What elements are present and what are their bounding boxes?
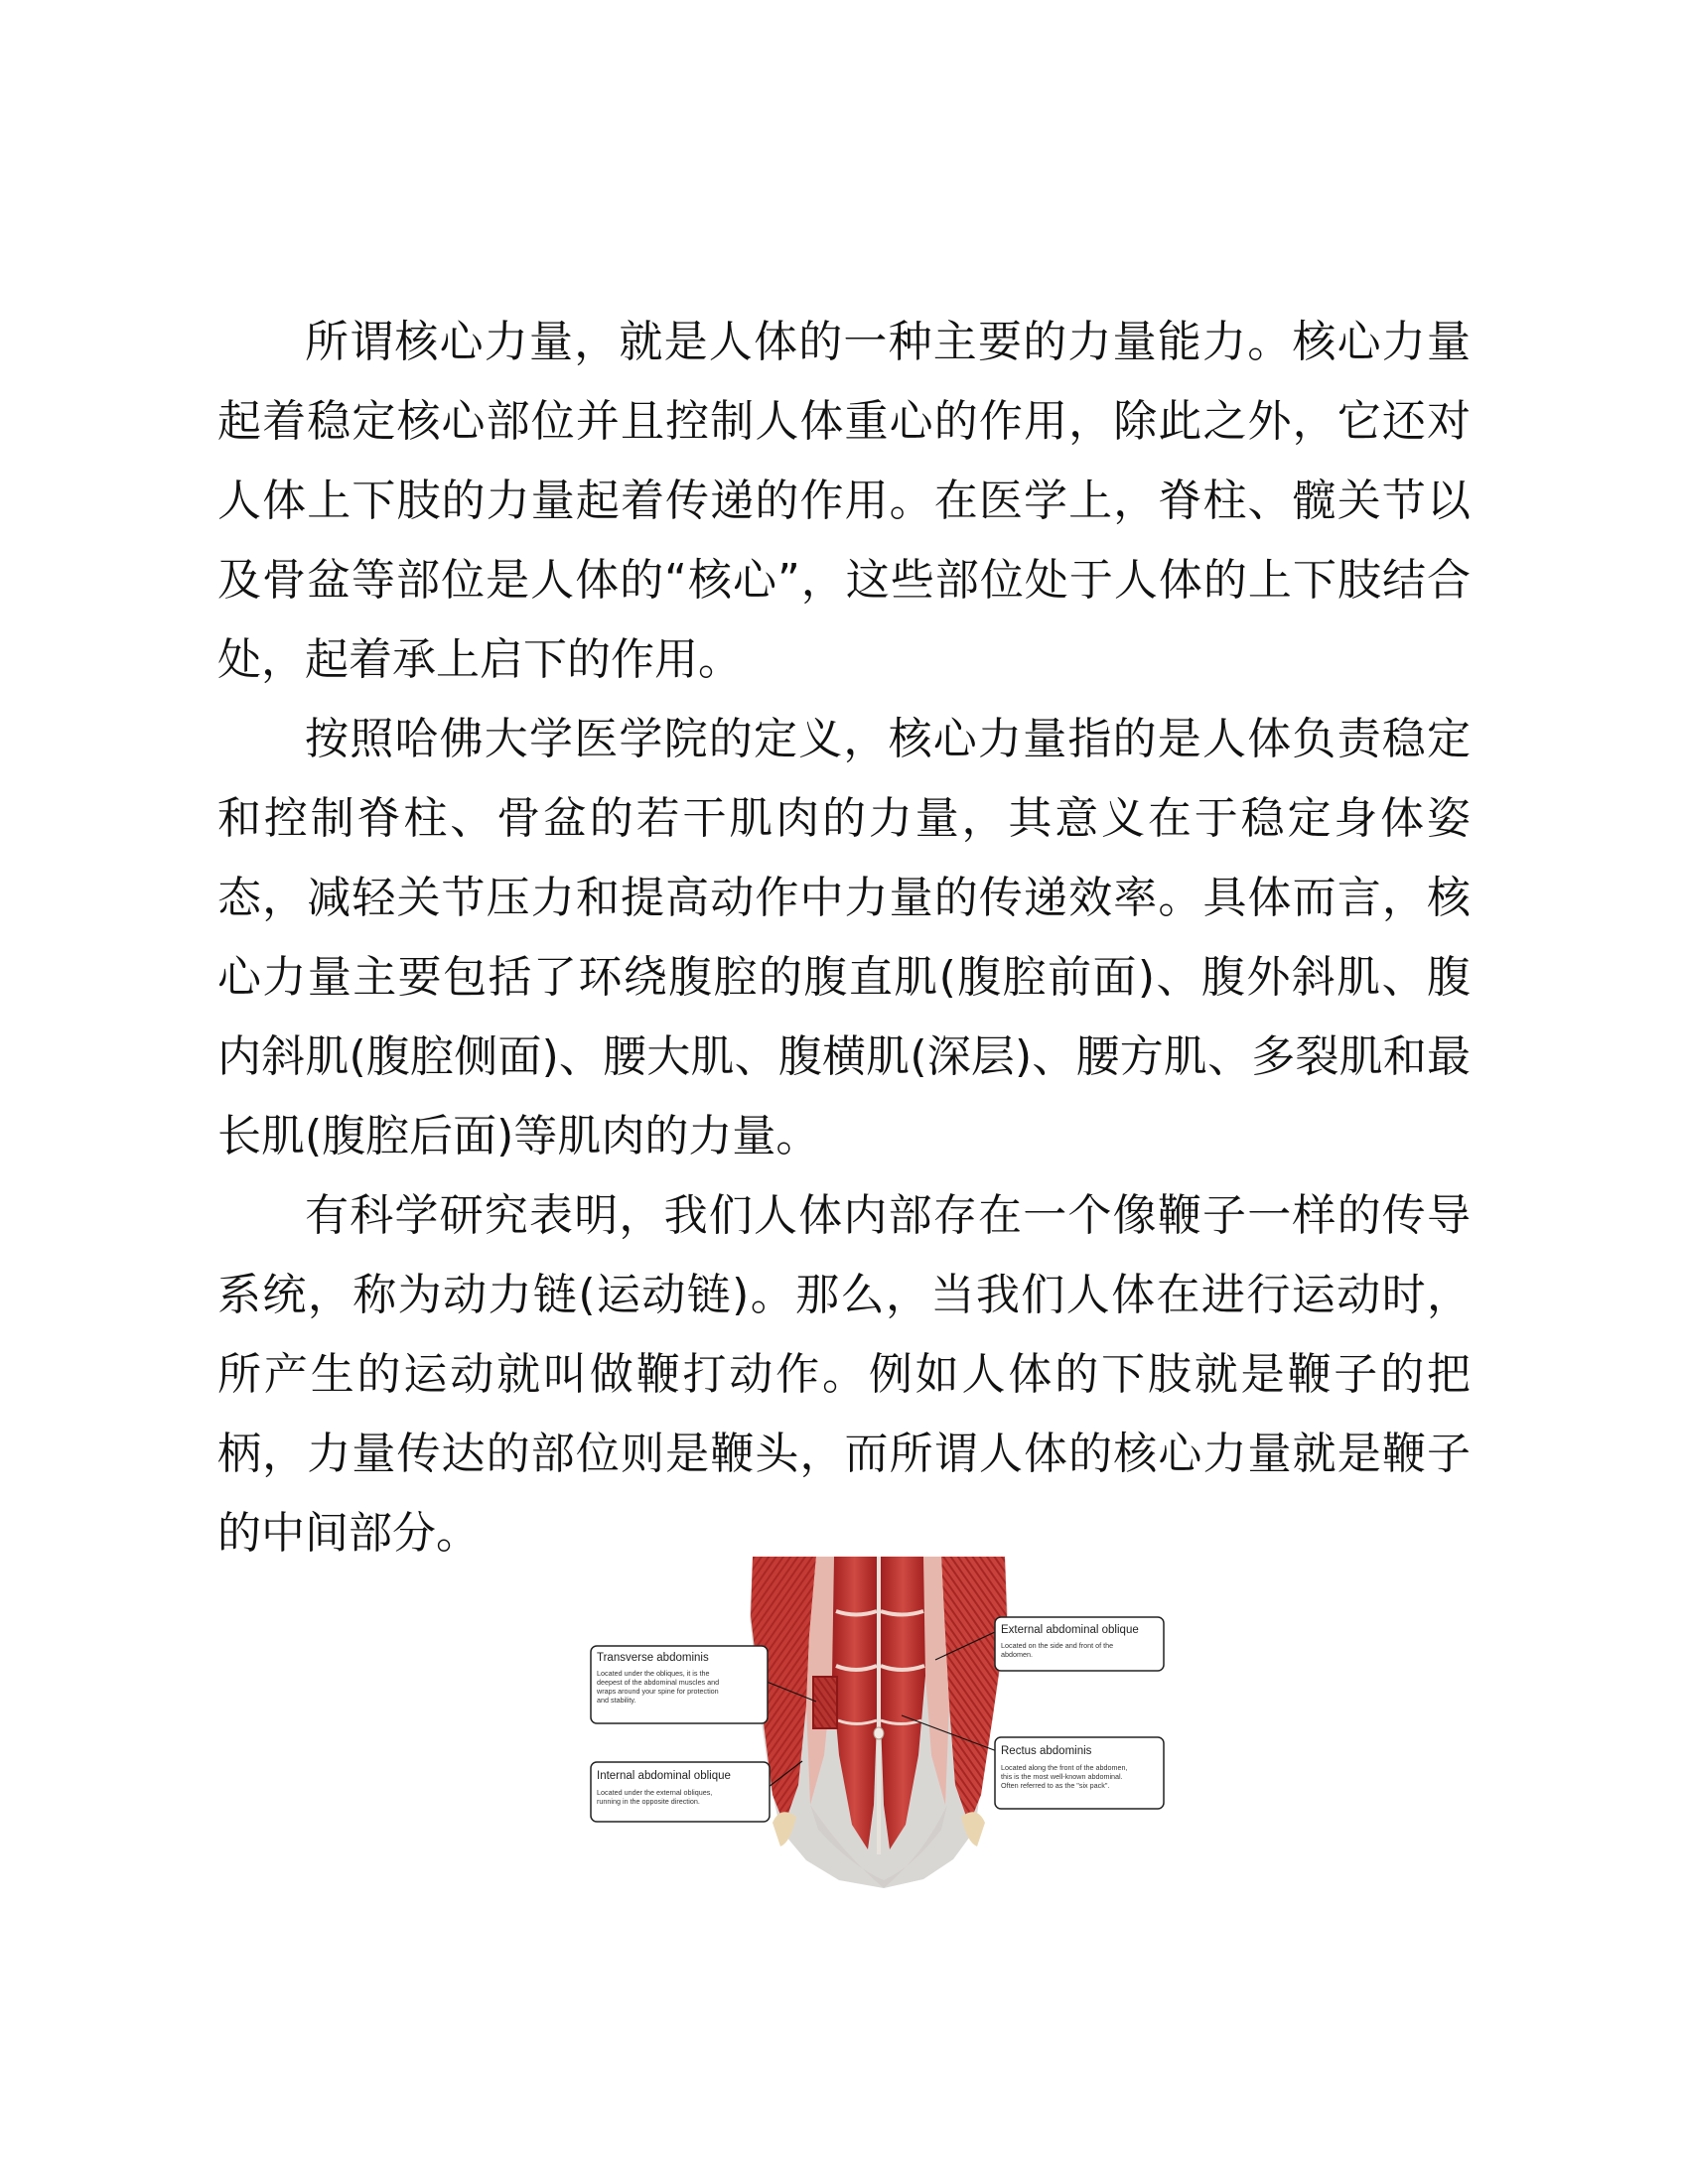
- paragraph-core-strength-definition: 所谓核心力量，就是人体的一种主要的力量能力。核心力量起着稳定核心部位并且控制人体重心的作用，除此之外，它还对人体上下肢的力量起着传递的作用。在医学上，脊柱、髋关节以及骨盆等部位是人体的“核心”，这些部位处于人体的上下肢结合处，起着承上启下的作用。: [217, 317, 1471, 685]
- callout-transverse-abdominis: [591, 1646, 768, 1723]
- callout-title-internal: Internal abdominal oblique: [597, 1770, 731, 1782]
- callout-desc-line: deepest of the abdominal muscles and: [597, 1678, 720, 1687]
- callout-desc-line: Located on the side and front of the: [1001, 1641, 1114, 1650]
- paragraph-kinetic-chain: 有科学研究表明，我们人体内部存在一个像鞭子一样的传导系统，称为动力链(运动链)。那么，当我们人体在进行运动时，所产生的运动就叫做鞭打动作。例如人体的下肢就是鞭子的把柄，力量传达的部位则是鞭头，而所谓人体的核心力量就是鞭子的中间部分。: [217, 1190, 1471, 1559]
- abdominal-muscles-illustration: [586, 1557, 1172, 1888]
- callout-desc-line: Located under the obliques, it is the: [597, 1669, 710, 1678]
- document-body: [217, 303, 1471, 1573]
- callout-internal-oblique: [591, 1762, 770, 1822]
- callout-title-transverse: Transverse abdominis: [597, 1652, 709, 1664]
- callout-desc-line: Often referred to as the "six pack".: [1001, 1781, 1110, 1790]
- callout-rectus-abdominis: [995, 1737, 1164, 1809]
- callout-desc-line: this is the most well-known abdominal.: [1001, 1772, 1123, 1781]
- paragraph-harvard-definition: 按照哈佛大学医学院的定义，核心力量指的是人体负责稳定和控制脊柱、骨盆的若干肌肉的力量，其意义在于稳定身体姿态，减轻关节压力和提高动作中力量的传递效率。具体而言，核心力量主要包括了环绕腹腔的腹直肌(腹腔前面)、腹外斜肌、腹内斜肌(腹腔侧面)、腰大肌、腹横肌(深层)、腰方肌、多裂肌和最长肌(腹腔后面)等肌肉的力量。: [217, 714, 1471, 1161]
- callout-desc-line: and stability.: [597, 1696, 636, 1705]
- callout-title-external: External abdominal oblique: [1001, 1624, 1139, 1636]
- callout-desc-line: Located along the front of the abdomen,: [1001, 1763, 1128, 1772]
- callout-desc-line: Located under the external obliques,: [597, 1788, 713, 1797]
- callout-external-oblique: [995, 1617, 1164, 1671]
- callout-title-rectus: Rectus abdominis: [1001, 1745, 1092, 1757]
- callout-desc-line: running in the opposite direction.: [597, 1797, 700, 1806]
- callout-desc-line: abdomen.: [1001, 1650, 1033, 1659]
- torso-drawing: [750, 1557, 1008, 1888]
- callout-desc-line: wraps around your spine for protection: [597, 1687, 719, 1696]
- abdominal-muscles-figure: [586, 1557, 1172, 1888]
